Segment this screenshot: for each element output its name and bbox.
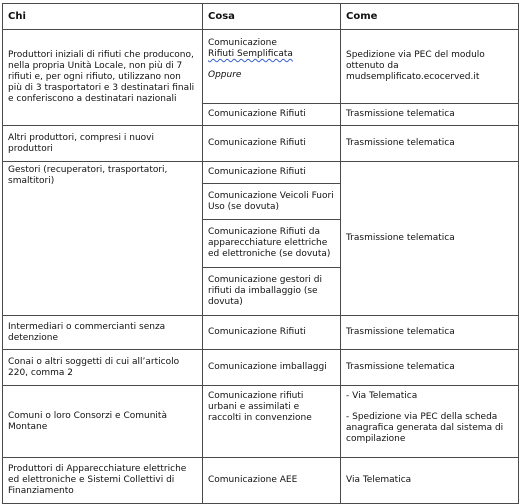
cosa-semplificata-line2: Rifiuti Semplificata bbox=[208, 49, 293, 59]
cell-chi-comuni: Comuni o loro Consorzi e Comunità Montane bbox=[3, 386, 203, 458]
cell-come-telematica-3: Trasmissione telematica bbox=[341, 316, 519, 350]
cosa-semplificata-line1: Comunicazione bbox=[208, 38, 277, 48]
cell-cosa-imballaggio: Comunicazione gestori di rifiuti da imballaggio (se dovuta) bbox=[203, 268, 341, 316]
header-come: Come bbox=[341, 4, 519, 30]
cell-cosa-urbani: Comunicazione rifiuti urbani e assimilati e raccolti in convenzione bbox=[203, 386, 341, 458]
cell-come-telematica-2: Trasmissione telematica bbox=[341, 126, 519, 162]
cell-cosa-rifiuti-1: Comunicazione Rifiuti bbox=[203, 104, 341, 126]
table-row-altri-produttori bbox=[3, 126, 519, 162]
table-row-conai bbox=[3, 350, 519, 386]
cell-come-telematica-1: Trasmissione telematica bbox=[341, 104, 519, 126]
cell-chi-conai: Conai o altri soggetti di cui all’articolo 220, comma 2 bbox=[3, 350, 203, 386]
cell-come-comuni bbox=[341, 386, 519, 458]
table-row-comuni bbox=[3, 386, 519, 458]
cell-cosa-gestori-rifiuti: Comunicazione Rifiuti bbox=[203, 162, 341, 184]
cell-come-pec-modulo: Spedizione via PEC del modulo ottenuto da mudsemplificato.ecocerved.it bbox=[341, 30, 519, 104]
mud-table bbox=[2, 3, 519, 504]
cell-come-telematica-4: Trasmissione telematica bbox=[341, 350, 519, 386]
cell-cosa-aee: Comunicazione AEE bbox=[203, 458, 341, 504]
cell-chi-gestori: Gestori (recuperatori, trasportatori, smaltitori) bbox=[3, 162, 203, 316]
cell-chi-intermediari: Intermediari o commercianti senza detenzione bbox=[3, 316, 203, 350]
come-comuni-telematica: - Via Telematica bbox=[346, 391, 418, 401]
cell-come-aee: Via Telematica bbox=[341, 458, 519, 504]
table-row-gestori-a bbox=[3, 162, 519, 184]
oppure-label: Oppure bbox=[208, 70, 242, 80]
cell-chi-altri-produttori: Altri produttori, compresi i nuovi produttori bbox=[3, 126, 203, 162]
table-row-produttori-aee bbox=[3, 458, 519, 504]
cell-cosa-imballaggi: Comunicazione imballaggi bbox=[203, 350, 341, 386]
cell-cosa-veicoli: Comunicazione Veicoli Fuori Uso (se dovuta) bbox=[203, 184, 341, 220]
come-comuni-pec: - Spedizione via PEC della scheda anagrafica generata dal sistema di compilazione bbox=[346, 412, 504, 444]
cell-cosa-semplificata bbox=[203, 30, 341, 104]
table-row-intermediari bbox=[3, 316, 519, 350]
cell-chi-produttori-iniziali: Produttori iniziali di rifiuti che producono, nella propria Unità Locale, non più di 7 rifiuti e, per ogni rifiuto, utilizzano non più di 3 trasportatori e 3 destinatari finali e conferiscono a destinatari nazionali bbox=[3, 30, 203, 126]
cell-come-gestori: Trasmissione telematica bbox=[341, 162, 519, 316]
header-row bbox=[3, 4, 519, 30]
table-row-produttori-iniziali-a bbox=[3, 30, 519, 104]
cell-cosa-rifiuti-2: Comunicazione Rifiuti bbox=[203, 126, 341, 162]
cell-cosa-raee: Comunicazione Rifiuti da apparecchiature elettriche ed elettroniche (se dovuta) bbox=[203, 220, 341, 268]
header-cosa: Cosa bbox=[203, 4, 341, 30]
cell-cosa-rifiuti-3: Comunicazione Rifiuti bbox=[203, 316, 341, 350]
header-chi: Chi bbox=[3, 4, 203, 30]
cell-chi-produttori-aee: Produttori di Apparecchiature elettriche ed elettroniche e Sistemi Collettivi di Finanziamento bbox=[3, 458, 203, 504]
